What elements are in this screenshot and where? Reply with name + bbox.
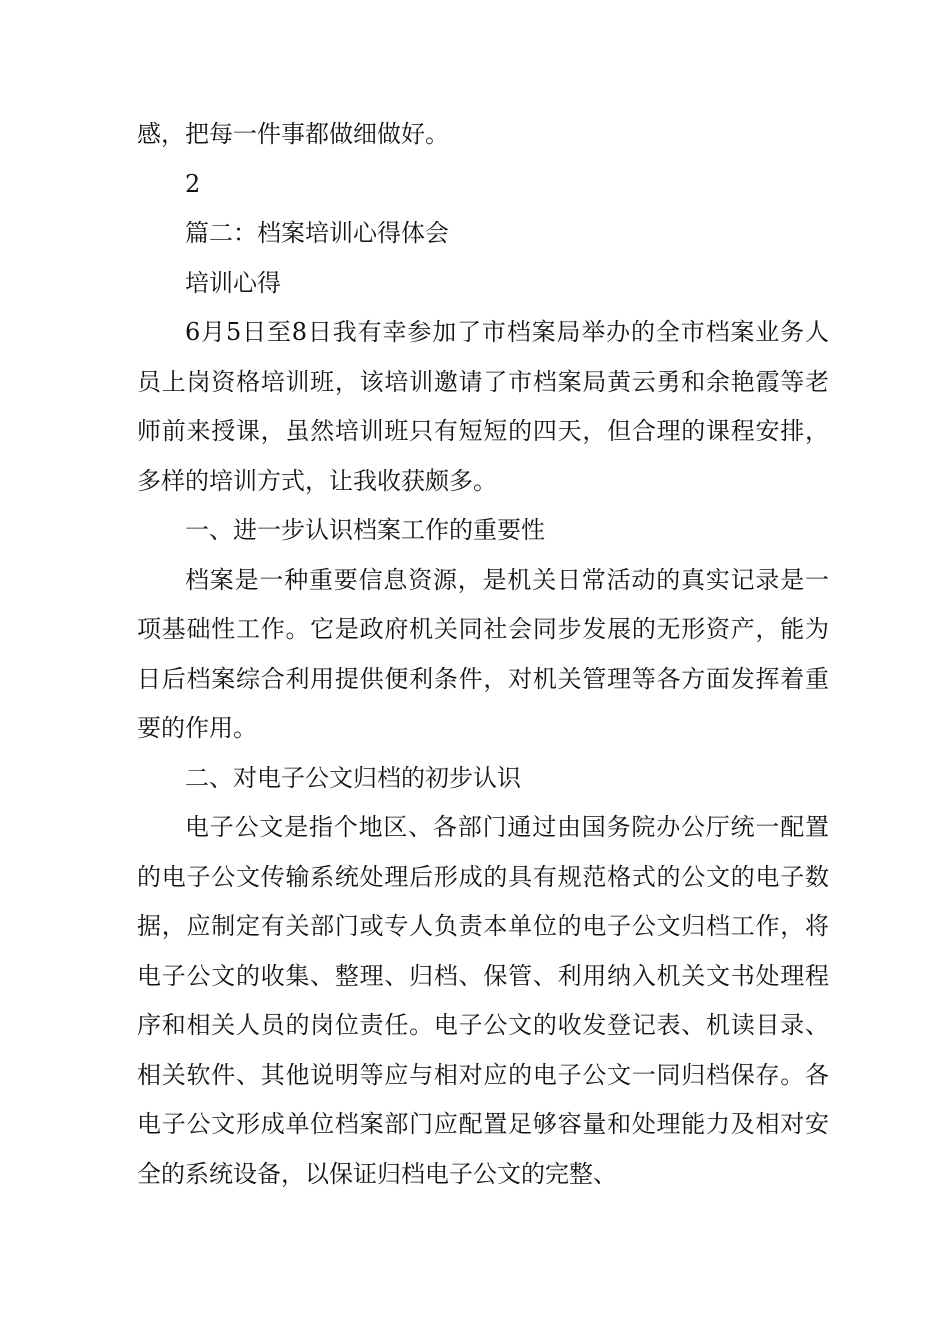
- paragraph-section-2: 电子公文是指个地区、各部门通过由国务院办公厅统一配置的电子公文传输系统处理后形成的具有规范格式的公文的电子数据，应制定有关部门或专人负责本单位的电子公文归档工作，将电子公文的收集、整理、归档、保管、利用纳入机关文书处理程序和相关人员的岗位责任。电子公文的收发登记表、机读目录、相关软件、其他说明等应与相对应的电子公文一同归档保存。各电子公文形成单位档案部门应配置足够容量和处理能力及相对安全的系统设备，以保证归档电子公文的完整、: [137, 813, 829, 1188]
- document-body: [137, 110, 829, 1199]
- paragraph-intro: 6月5日至8日我有幸参加了市档案局举办的全市档案业务人员上岗资格培训班，该培训邀请了市档案局黄云勇和余艳霞等老师前来授课，虽然培训班只有短短的四天，但合理的课程安排，多样的培训方式，让我收获颇多。: [137, 318, 829, 495]
- page-number: 2: [185, 169, 201, 198]
- paragraph-continuation: 感，把每一件事都做细做好。: [137, 120, 449, 148]
- section-heading-2: 二、对电子公文归档的初步认识: [185, 763, 521, 792]
- article-title: 培训心得: [185, 268, 281, 297]
- section-heading-1: 一、进一步认识档案工作的重要性: [185, 516, 545, 544]
- chapter-heading: 篇二：档案培训心得体会: [185, 219, 449, 247]
- paragraph-section-1: 档案是一种重要信息资源，是机关日常活动的真实记录是一项基础性工作。它是政府机关同社会同步发展的无形资产，能为日后档案综合利用提供便利条件，对机关管理等各方面发挥着重要的作用。: [137, 565, 829, 742]
